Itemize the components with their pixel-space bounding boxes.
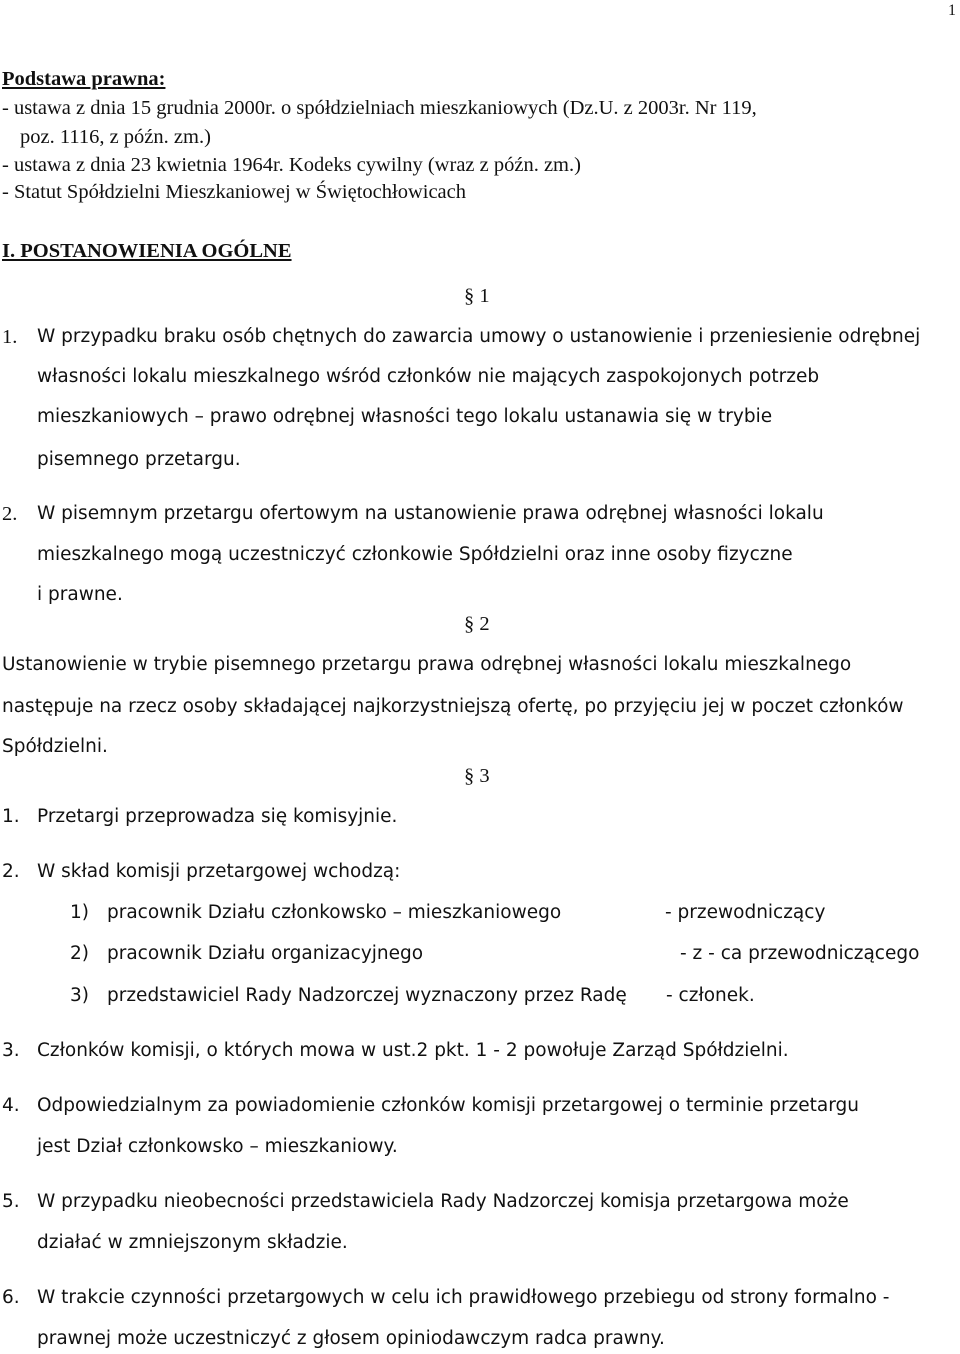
par3-point-6-line: W trakcie czynności przetargowych w celu ich prawidłowego przebiegu od strony formalno - [37, 1287, 890, 1308]
par3-point-5-line: W przypadku nieobecności przedstawiciela Rady Nadzorczej komisja przetargowa może [37, 1191, 849, 1212]
par1-point-2-number: 2. [2, 503, 18, 525]
member-name: przedstawiciel Rady Nadzorczej wyznaczony przez Radę [107, 985, 627, 1006]
par2-line: Ustanowienie w trybie pisemnego przetargu prawa odrębnej własności lokalu mieszkalnego [2, 654, 852, 675]
paragraph-2-number: 2 [479, 613, 490, 635]
legal-basis-item: - ustawa z dnia 23 kwietnia 1964r. Kodeks cywilny (wraz z późn. zm.) [2, 154, 581, 176]
paragraph-1-number: 1 [479, 285, 490, 307]
paragraph-3-number: 3 [479, 765, 490, 787]
member-number: 2) [70, 943, 89, 964]
section-sign-icon: § [464, 285, 475, 307]
page-number: 1 [948, 2, 956, 19]
par3-point-1-text: Przetargi przeprowadza się komisyjnie. [37, 806, 398, 827]
par1-point-2-line: i prawne. [37, 584, 123, 605]
par2-line: Spółdzielni. [2, 736, 108, 757]
par3-point-1-number: 1. [2, 806, 20, 827]
section-sign-icon: § [464, 613, 475, 635]
par3-point-2-text: W skład komisji przetargowej wchodzą: [37, 861, 401, 882]
legal-basis-item: - Statut Spółdzielni Mieszkaniowej w Świętochłowicach [2, 181, 467, 203]
par3-point-5-line: działać w zmniejszonym składzie. [37, 1232, 348, 1253]
member-name: pracownik Działu członkowsko – mieszkaniowego [107, 902, 562, 923]
legal-basis-item-continuation: poz. 1116, z późn. zm.) [20, 126, 211, 148]
par1-point-1-line: W przypadku braku osób chętnych do zawarcia umowy o ustanowienie i przeniesienie odrębnej [37, 326, 921, 347]
par3-point-3-number: 3. [2, 1040, 20, 1061]
member-role: - z - ca przewodniczącego [680, 943, 920, 964]
section-title-text: I. POSTANOWIENIA OGÓLNE [2, 240, 292, 262]
par3-point-4-line: jest Dział członkowsko – mieszkaniowy. [37, 1136, 398, 1157]
par3-point-5-number: 5. [2, 1191, 20, 1212]
legal-basis-heading: Podstawa prawna: [2, 68, 166, 90]
section-title [2, 240, 292, 263]
par1-point-1-line: własności lokalu mieszkalnego wśród członków nie mających zaspokojonych potrzeb [37, 366, 820, 387]
par3-point-6-line: prawnej może uczestniczyć z głosem opiniodawczym radca prawny. [37, 1328, 665, 1349]
par1-point-1-line: mieszkaniowych – prawo odrębnej własności tego lokalu ustanawia się w trybie [37, 406, 773, 427]
section-sign-icon: § [464, 765, 475, 787]
paragraph-1-sign [464, 285, 490, 308]
par1-point-2-line: W pisemnym przetargu ofertowym na ustanowienie prawa odrębnej własności lokalu [37, 503, 824, 524]
par2-line: następuje na rzecz osoby składającej najkorzystniejszą ofertę, po przyjęciu jej w poczet członków [2, 696, 904, 717]
par3-point-2-number: 2. [2, 861, 20, 882]
par1-point-2-line: mieszkalnego mogą uczestniczyć członkowie Spółdzielni oraz inne osoby fizyczne [37, 544, 793, 565]
member-name: pracownik Działu organizacyjnego [107, 943, 424, 964]
legal-basis-item: - ustawa z dnia 15 grudnia 2000r. o spółdzielniach mieszkaniowych (Dz.U. z 2003r. Nr 119, [2, 97, 757, 119]
member-role: - przewodniczący [665, 902, 826, 923]
par1-point-1-number: 1. [2, 326, 18, 348]
member-number: 1) [70, 902, 89, 923]
paragraph-3-sign [464, 765, 490, 788]
par3-point-4-line: Odpowiedzialnym za powiadomienie członków komisji przetargowej o terminie przetargu [37, 1095, 859, 1116]
par3-point-3-text: Członków komisji, o których mowa w ust.2 pkt. 1 - 2 powołuje Zarząd Spółdzielni. [37, 1040, 789, 1061]
paragraph-2-sign [464, 613, 490, 636]
par3-point-6-number: 6. [2, 1287, 20, 1308]
member-number: 3) [70, 985, 89, 1006]
par3-point-4-number: 4. [2, 1095, 20, 1116]
member-role: - członek. [666, 985, 755, 1006]
par1-point-1-line: pisemnego przetargu. [37, 449, 241, 470]
